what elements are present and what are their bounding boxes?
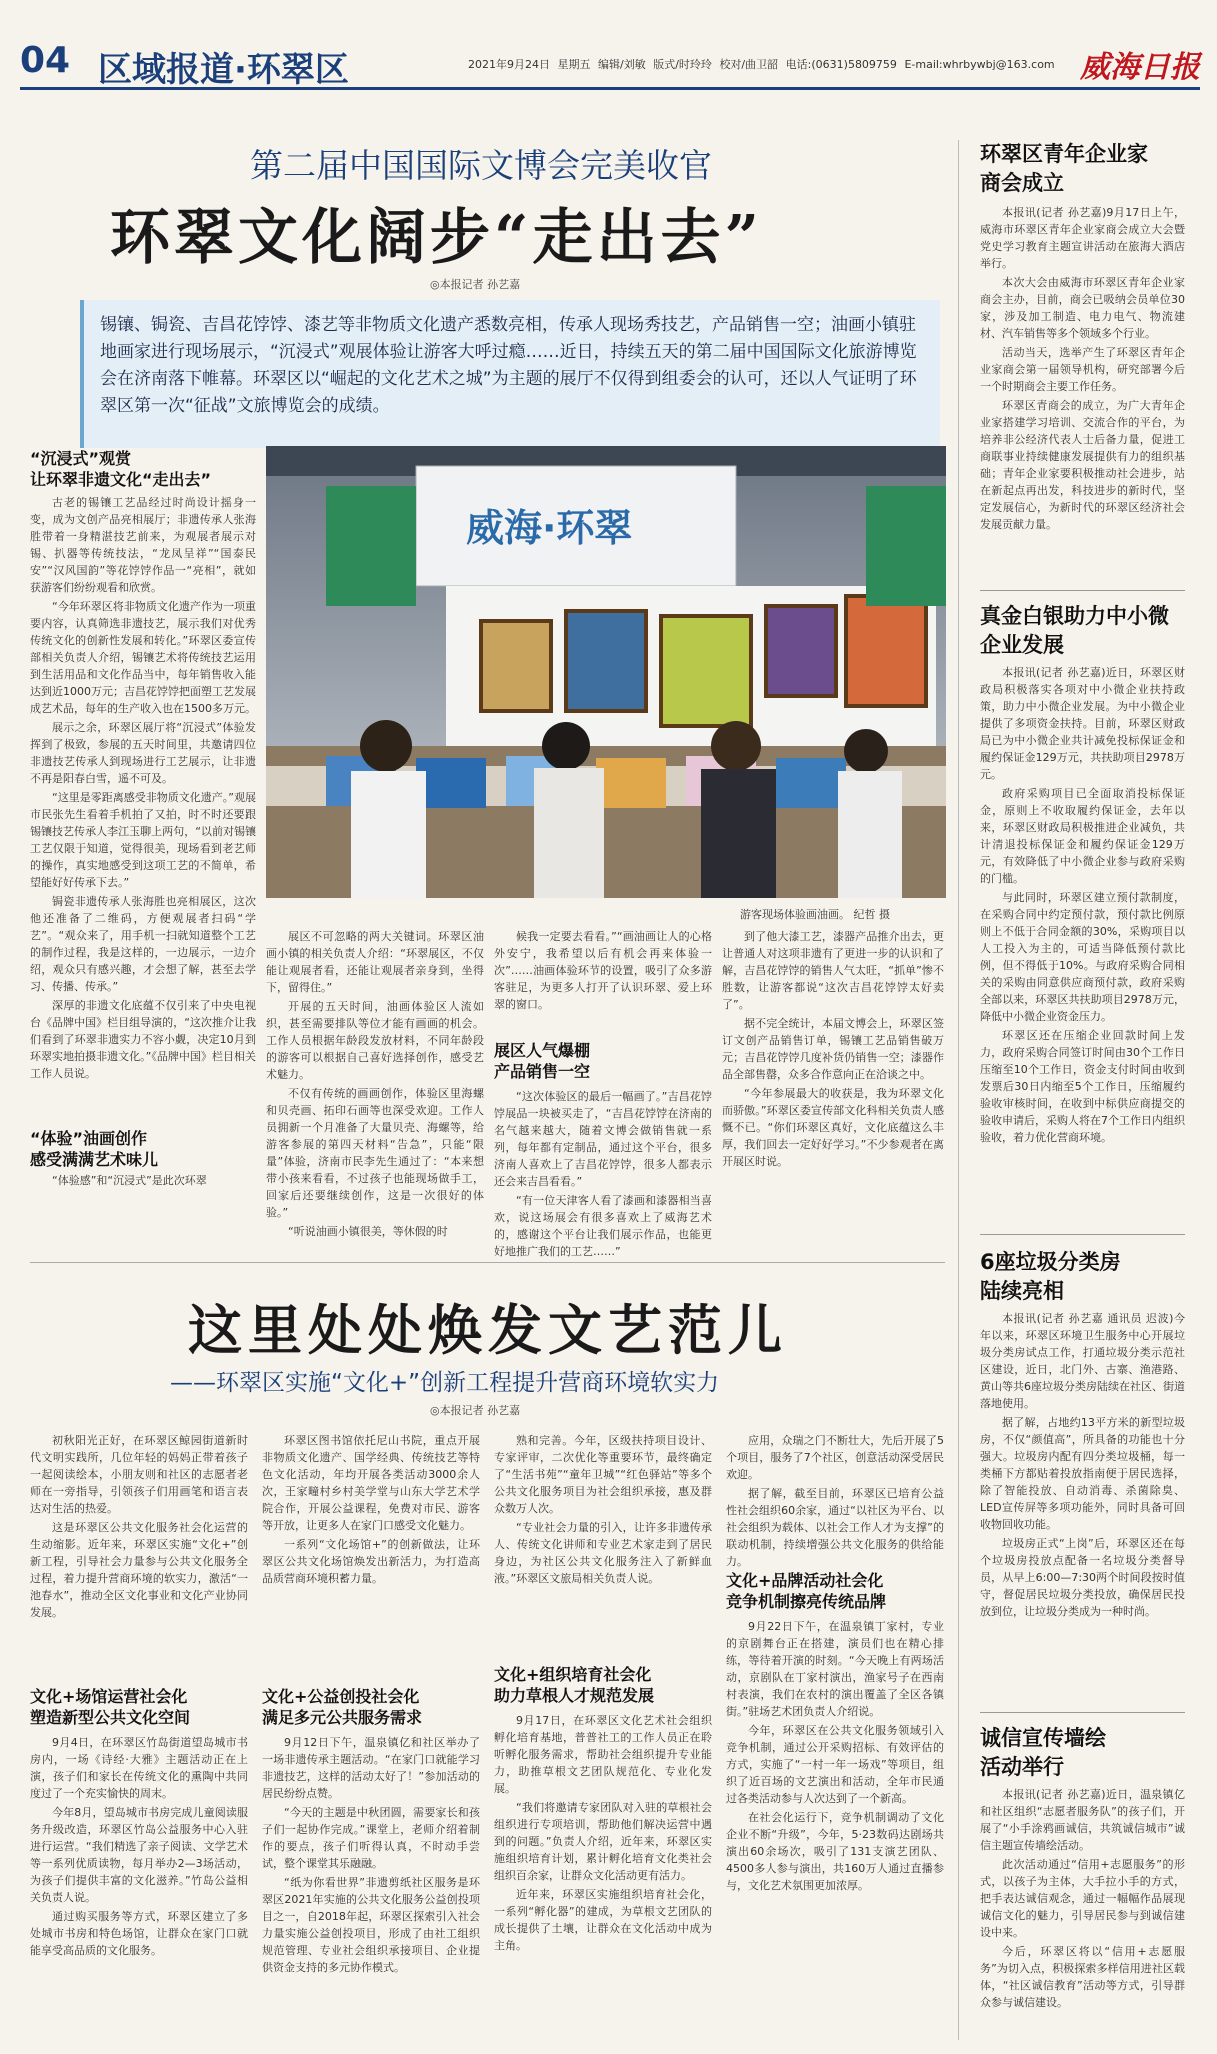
paragraph: 一系列“文化场馆+”的创新做法，让环翠区公共文化场馆焕发出新活力，为打造高品质营商环境积蓄力量。 bbox=[262, 1538, 480, 1585]
paragraph: 本报讯(记者 孙艺嘉)9月17日上午，威海市环翠区青年企业家商会成立大会暨党史学习教育主题宣讲活动在旅海大酒店举行。 bbox=[980, 206, 1185, 270]
brief-2-title: 真金白银助力中小微 企业发展 bbox=[980, 604, 1169, 657]
paragraph: 政府采购项目已全面取消投标保证金，原则上不收取履约保证金，去年以来，环翠区财政局积极推进企业减负，共计清退投标保证金和履约保证金129万元，有效降低了中小微企业参与政府采购的门槛。 bbox=[980, 787, 1185, 885]
feature-column-3 bbox=[494, 1432, 712, 1652]
photo-caption: 游客现场体验画油画。 纪哲 摄 bbox=[740, 908, 890, 921]
lead-intro: 锡镶、锔瓷、吉昌花饽饽、漆艺等非物质文化遗产悉数亮相，传承人现场秀技艺，产品销售一空；油画小镇驻地画家进行现场展示，“沉浸式”观展体验让游客大呼过瘾……近日，持续五天的第二届中国国际文化旅游博览会在济南落下帷幕。环翠区以“崛起的文化艺术之城”为主题的展厅不仅得到组委会的认可，还以人气证明了环翠区第一次“征战”文旅博览会的成绩。 bbox=[80, 300, 940, 448]
paragraph: “纸为你看世界”非遗剪纸社区服务是环翠区2021年实施的公共文化服务公益创投项目之一，自2018年起，环翠区探索引入社会力量实施公益创投项目，形成了由社工组织规范管理、专业社会组织承接项目、企业提供资金支持的多元协作模式。 bbox=[262, 1876, 480, 1974]
paragraph: 垃圾房正式“上岗”后，环翠区还在每个垃圾房投放点配备一名垃圾分类督导员，从早上6:00—7:30两个时间段按时值守，督促居民垃圾分类投放，确保居民投放到位，让垃圾分类成为一种时尚。 bbox=[980, 1537, 1185, 1618]
paragraph: 9月4日，在环翠区竹岛街道望岛城市书房内，一场《诗经·大雅》主题活动正在上演，孩子们和家长在传统文化的熏陶中共同度过了一个充实愉快的周末。 bbox=[30, 1736, 248, 1800]
paragraph: 此次活动通过“信用+志愿服务”的形式，以孩子为主体，大手拉小手的方式，把手表达诚信观念，通过一幅幅作品展现诚信文化的魅力，引导居民参与到诚信建设中来。 bbox=[980, 1858, 1185, 1939]
paragraph: 到了他大漆工艺，漆器产品推介出去，更让普通人对这项非遗有了更进一步的认识和了解，吉昌花饽饽的销售人气太旺，“抓单”惨不胜数，让游客都说“这次吉昌花饽饽太好卖了”。 bbox=[722, 930, 944, 1011]
paragraph: 据不完全统计，本届文博会上，环翠区签订文创产品销售订单，锡镶工艺品销售破万元；吉昌花饽饽几度补货仍销售一空；漆器作品全部售罄，众多合作意向正在洽谈之中。 bbox=[722, 1017, 944, 1081]
paragraph: 近年来，环翠区实施组织培育社会化，一系列“孵化器”的建成，为草根文艺团队的成长提供了土壤，让群众在文化活动中成为主角。 bbox=[494, 1888, 712, 1952]
feature-subheadline: ——环翠区实施“文化+”创新工程提升营商环境软实力 bbox=[170, 1370, 720, 1396]
page-meta bbox=[468, 56, 1055, 72]
feature-column-1-cont bbox=[30, 1734, 248, 2034]
date: 2021年9月24日 bbox=[468, 58, 550, 71]
brief-2-body bbox=[980, 664, 1185, 1224]
section-title: 区域报道·环翠区 bbox=[98, 50, 349, 90]
paragraph: 环翠区青商会的成立，为广大青年企业家搭建学习培训、交流合作的平台，为培养非公经济代表人士后备力量，促进工商联事业持续健康发展提供有力的组织基础；青年企业家要积极推动社会进步，站在新起点再出发，科技进步的新时代，坚定发展信心，为新时代的环翠区经济社会发展贡献力量。 bbox=[980, 399, 1185, 531]
lead-kicker: 第二届中国国际文博会完美收官 bbox=[250, 146, 712, 185]
brief-3-body bbox=[980, 1310, 1185, 1702]
lead-photo bbox=[266, 446, 946, 898]
lead-subheading-1: “沉浸式”观赏 让环翠非遗文化“走出去” bbox=[30, 449, 212, 489]
paragraph: 本次大会由威海市环翠区青年企业家商会主办，目前，商会已吸纳会员单位30家，涉及加工制造、电力电气、物流建材、汽车销售等多个领域多个行业。 bbox=[980, 276, 1185, 340]
paragraph: 应用，众瑞之门不断壮大，先后开展了5个项目，服务了7个社区，创意活动深受居民欢迎。 bbox=[726, 1434, 944, 1481]
paragraph: 本报讯(记者 孙艺嘉)近日，温泉镇亿和社区组织“志愿者服务队”的孩子们，开展了“小手涂鸦画诚信，共筑诚信城市”诚信主题宣传墙绘活动。 bbox=[980, 1788, 1185, 1852]
paragraph: “专业社会力量的引入，让许多非遗传承人、传统文化讲师和专业艺术家走到了居民身边，为社区公共文化服务注入了新鲜血液。”环翠区文旅局相关负责人说。 bbox=[494, 1521, 712, 1585]
feature-column-2 bbox=[262, 1432, 480, 1672]
feature-subheading-4: 文化+品牌活动社会化 竞争机制擦亮传统品牌 bbox=[726, 1571, 887, 1611]
paragraph: 这是环翠区公共文化服务社会化运营的生动缩影。近年来，环翠区实施“文化+”创新工程，引导社会力量参与公共文化服务全过程，着力提升营商环境的软实力，激活“一池春水”，推动全区文化事业和文化产业协同发展。 bbox=[30, 1521, 248, 1619]
feature-column-1 bbox=[30, 1432, 248, 1672]
paragraph: “我们将邀请专家团队对入驻的草根社会组织进行专项培训，帮助他们解决运营中遇到的问题。”负责人介绍，近年来，环翠区实施组织培育计划，累计孵化培育文化类社会组织百余家，让群众文化活动更有活力。 bbox=[494, 1801, 712, 1882]
lead-subheading-3: 展区人气爆棚 产品销售一空 bbox=[494, 1041, 591, 1081]
paragraph: 环翠区还在压缩企业回款时间上发力，政府采购合同签订时间由30个工作日压缩至10个工作日，资金支付时间由收到发票后30日内缩至5个工作日，压缩履约验收审核时间，在收到中标供应商提交的验收申请后，采购人将在7个工作日内组织验收，着力优化营商环境。 bbox=[980, 1029, 1185, 1144]
paragraph: 9月22日下午，在温泉镇丁家村，专业的京剧舞台正在搭建，演员们也在精心排练，等待着开演的时刻。“今天晚上有两场活动，京剧队在丁家村演出，渔家号子在西南村表演，我们在农村的演出覆盖了全区各镇街。”驻场艺术团负责人介绍说。 bbox=[726, 1620, 944, 1718]
paragraph: 古老的锡镶工艺品经过时尚设计摇身一变，成为文创产品亮相展厅；非遗传承人张海胜带着一身精湛技艺前来，为观展者展示对锡、扒器等传统技法，“龙凤呈祥”“国泰民安”“汉风国韵”等花饽饽作品一“亮相”，就如获游客们纷纷观看和欣赏。 bbox=[30, 496, 256, 594]
brief-4-body bbox=[980, 1786, 1185, 2040]
lead-byline: ◎本报记者 孙艺嘉 bbox=[430, 278, 521, 291]
paragraph: 开展的五天时间，油画体验区人流如织，甚至需要排队等位才能有画画的机会。工作人员根据年龄段发放材料，不同年龄段的游客可以根据自己喜好选择创作，感受艺术魅力。 bbox=[266, 1000, 484, 1081]
paragraph: 9月12日下午，温泉镇亿和社区举办了一场非遗传承主题活动。“在家门口就能学习非遗技艺，这样的活动太好了！”参加活动的居民纷纷点赞。 bbox=[262, 1736, 480, 1800]
weekday: 星期五 bbox=[557, 58, 591, 71]
paragraph: 展区不可忽略的两大关键词。环翠区油画小镇的相关负责人介绍：“环翠展区，不仅能让观展者看，还能让观展者亲身到，坐得下，留得住。” bbox=[266, 930, 484, 994]
feature-column-2-cont bbox=[262, 1734, 480, 2034]
paragraph: 本报讯(记者 孙艺嘉)近日，环翠区财政局积极落实各项对中小微企业扶持政策，助力中小微企业发展。为中小微企业提供了多项资金扶持。目前，环翠区财政局已为中小微企业共计减免投标保证金和履约保证金129万元，共扶助项目2978万元。 bbox=[980, 666, 1185, 781]
paragraph: 今年8月，望岛城市书房完成儿童阅读服务升级改造，环翠区竹岛公益服务中心入驻进行运营。“我们精选了亲子阅读、文学艺术等一系列优质读物，每月举办2—3场活动，为孩子们提供丰富的文化滋养。”竹岛公益相关负责人说。 bbox=[30, 1806, 248, 1904]
feature-byline: ◎本报记者 孙艺嘉 bbox=[430, 1404, 521, 1417]
paragraph: 锔瓷非遗传承人张海胜也亮相展区，这次他还准备了二维码，方便观展者扫码“学艺”。“观众来了，用手机一扫就知道整个工艺的制作过程，我是这样的，一边展示，一边介绍，观众只有感兴趣，才会想了解，甚至去学习、传播、传承。” bbox=[30, 895, 256, 993]
paragraph: 展示之余，环翠区展厅将“沉浸式”体验发挥到了极致，参展的五天时间里，共邀请四位非遗技艺传承人到现场进行工艺展示，让非遗不再是阳春白雪，遥不可及。 bbox=[30, 721, 256, 785]
paragraph: “这次体验区的最后一幅画了。”吉昌花饽饽展品一块被买走了，“吉昌花饽饽在济南的名气越来越大，随着文博会做销售就一系列，每年都有定制品，通过这个平台，很多济南人喜欢上了吉昌花饽饽，很多人都表示还会来吉昌看看。” bbox=[494, 1090, 712, 1188]
paragraph: 与此同时，环翠区建立预付款制度，在采购合同中约定预付款，预付款比例原则上不低于合同金额的30%，采购项目以人工投入为主的，可适当降低预付款比例，但不得低于10%。与政府采购合同相关的采购由同意供应商预付款，政府采购全部以来，环翠区共扶助项目2978万元，降低中小微企业资金压力。 bbox=[980, 891, 1185, 1023]
paragraph: 候我一定要去看看。”“画油画让人的心格外安宁，我希望以后有机会再来体验一次”……油画体验环节的设置，吸引了众多游客驻足，为更多人打开了认识环翠、爱上环翠的窗口。 bbox=[494, 930, 712, 1011]
column-divider bbox=[958, 140, 959, 2040]
paragraph: 熟和完善。今年，区级扶持项目设计、专家评审，二次优化等重要环节，最终确定了“生活书苑”“童年卫城”“红色驿站”等多个公共文化服务项目为社会组织承接，惠及群众数万人次。 bbox=[494, 1434, 712, 1515]
feature-column-3-cont bbox=[494, 1712, 712, 2034]
layout-credit: 版式/时玲玲 bbox=[653, 58, 712, 71]
lead-column-1-end bbox=[30, 1172, 256, 1190]
lead-column-1 bbox=[30, 494, 256, 1122]
paragraph: “今年环翠区将非物质文化遗产作为一项重要内容，认真筛选非遗技艺，展示我们对优秀传统文化的创新性发展和转化。”环翠区委宣传部相关负责人介绍，锡镶艺术将传统技艺运用到生活用品和文化作品当中，每年销售收入能达到近1000万元；吉昌花饽饽把面塑工艺发展成艺术品，每年的生产收入也在1500多万元。 bbox=[30, 600, 256, 715]
brief-3-title: 6座垃圾分类房 陆续亮相 bbox=[980, 1250, 1121, 1303]
paragraph: 9月17日，在环翠区文化艺术社会组织孵化培育基地，普普社工的工作人员正在聆听孵化服务需求，帮助社会组织提升专业能力，助推草根文艺团队规范化、专业化发展。 bbox=[494, 1714, 712, 1795]
paragraph: 深厚的非遗文化底蕴不仅引来了中央电视台《品牌中国》栏目组导演的，“这次推介让我们看到了环翠非遗实力不容小觑，决定10月到环翠实地拍摄非遗文化。”《品牌中国》栏目相关工作人员说。 bbox=[30, 999, 256, 1080]
brief-separator bbox=[980, 1234, 1185, 1235]
paragraph: 初秋阳光正好，在环翠区鲸园街道新时代文明实践所，几位年轻的妈妈正带着孩子一起阅读绘本，小朋友则和社区的志愿者老师在一旁指导，引领孩子们用画笔和语言表达对生活的热爱。 bbox=[30, 1434, 248, 1515]
paragraph: “体验感”和“沉浸式”是此次环翠 bbox=[52, 1174, 207, 1187]
paragraph: “听说油画小镇很美，等休假的时 bbox=[288, 1225, 448, 1238]
exhibition-photo-illustration bbox=[266, 446, 946, 898]
feature-subheading-3: 文化+组织培育社会化 助力草根人才规范发展 bbox=[494, 1665, 655, 1705]
lead-column-4 bbox=[722, 928, 944, 1248]
feature-column-4-cont bbox=[726, 1618, 944, 2034]
email: E-mail:whrbywbj@163.com bbox=[904, 58, 1055, 71]
paragraph: “今年参展最大的收获是，我为环翠文化而骄傲。”环翠区委宣传部文化科相关负责人感慨不已。“你们环翠区真好，文化底蕴这么丰厚，我们回去一定好好学习。”不少参观者在离开展区时说。 bbox=[722, 1087, 944, 1168]
lead-column-3 bbox=[494, 928, 712, 1024]
paragraph: “有一位天津客人看了漆画和漆器相当喜欢，说这场展会有很多喜欢上了威海艺术的，感谢这个平台让我们展示作品，也能更好地推广我们的工艺……” bbox=[494, 1194, 712, 1258]
feature-column-4 bbox=[726, 1432, 944, 1568]
booth-sign-text: 威海·环翠 bbox=[466, 506, 633, 550]
paragraph: “这里是零距离感受非物质文化遗产。”观展市民张先生看着手机拍了又拍，时不时还要跟锡镶技艺传承人李江玉聊上两句，“以前对锡镶工艺仅限于知道，觉得很美，现场看到老艺师的操作，真实地感受到这项工艺的不简单，希望能好好传承下去。” bbox=[30, 791, 256, 889]
lead-column-3-cont bbox=[494, 1088, 712, 1258]
lead-column-2 bbox=[266, 928, 484, 1248]
brief-1-body bbox=[980, 204, 1185, 578]
editor: 编辑/刘敏 bbox=[598, 58, 646, 71]
newspaper-logo: 威海日报 bbox=[1080, 50, 1200, 85]
page-number: 04 bbox=[20, 40, 71, 81]
paragraph: 在社会化运行下，竞争机制调动了文化企业不断“升级”，今年，5·23数码达剧场共演出60余场次，吸引了131支演艺团队、4500多人参与演出，共160万人通过直播参与，文化艺术氛围更加浓厚。 bbox=[726, 1811, 944, 1892]
feature-subheading-2: 文化+公益创投社会化 满足多元公共服务需求 bbox=[262, 1687, 423, 1727]
paragraph: 通过购买服务等方式，环翠区建立了多处城市书房和特色场馆，让群众在家门口就能享受高品质的文化服务。 bbox=[30, 1910, 248, 1957]
phone: 电话:(0631)5809759 bbox=[785, 58, 897, 71]
section-separator bbox=[30, 1262, 945, 1263]
paragraph: 本报讯(记者 孙艺嘉 通讯员 迟波)今年以来，环翠区环境卫生服务中心开展垃圾分类房试点工作，打通垃圾分类示范社区建设，近日，北门外、古寨、渔港路、黄山等共6座垃圾分类房陆续在社区、街道落地使用。 bbox=[980, 1312, 1185, 1410]
paragraph: 据了解，截至目前，环翠区已培育公益性社会组织60余家，通过“以社区为平台、以社会组织为载体、以社会工作人才为支撑”的联动机制，持续增强公共文化服务的供给能力。 bbox=[726, 1487, 944, 1568]
feature-subheading-1: 文化+场馆运营社会化 塑造新型公共文化空间 bbox=[30, 1687, 191, 1727]
brief-1-title: 环翠区青年企业家 商会成立 bbox=[980, 142, 1148, 195]
lead-headline: 环翠文化阔步“走出去” bbox=[110, 203, 764, 273]
brief-separator bbox=[980, 1712, 1185, 1713]
paragraph: 今年，环翠区在公共文化服务领域引入竞争机制，通过公开采购招标、有效评估的方式，实施了“一村一年一场戏”等项目，组织了近百场的文艺演出和活动，全年市民通过各类活动参与人次达到了一个新高。 bbox=[726, 1724, 944, 1805]
paragraph: 环翠区图书馆依托尼山书院，重点开展非物质文化遗产、国学经典、传统技艺等特色文化活动，年均开展各类活动3000余人次，王家疃村乡村美学堂与山东大学艺术学院合作，开展公益课程，免费对市民、游客等开放，让更多人在家门口感受文化魅力。 bbox=[262, 1434, 480, 1532]
brief-separator bbox=[980, 590, 1185, 591]
paragraph: 不仅有传统的画画创作，体验区里海螺和贝壳画、拓印石画等也深受欢迎。工作人员拥新一个月准备了大量贝壳、海螺等，给游客参展的第四天材料“告急”，只能“限量”体验，济南市民李先生通过了：“本来想带小孩来看看，不过孩子也能现场做手工，回家后还要继续创作，这是一次很好的体验。” bbox=[266, 1087, 484, 1219]
paragraph: “今天的主题是中秋团圆，需要家长和孩子们一起协作完成。”课堂上，老师介绍着制作的要点，孩子们听得认真，不时动手尝试，整个课堂其乐融融。 bbox=[262, 1806, 480, 1870]
paragraph: 活动当天，选举产生了环翠区青年企业家商会第一届领导机构，研究部署今后一个时期商会主要工作任务。 bbox=[980, 346, 1185, 393]
proof-credit: 校对/曲卫韶 bbox=[719, 58, 779, 71]
lead-subheading-2: “体验”油画创作 感受满满艺术味儿 bbox=[30, 1129, 159, 1169]
paragraph: 今后，环翠区将以“信用+志愿服务”为切入点，积极探索多样信用进社区载体，“社区诚信教育”活动等方式，引导群众参与诚信建设。 bbox=[980, 1945, 1185, 2009]
paragraph: 据了解，占地约13平方米的新型垃圾房，不仅“颜值高”，所具备的功能也十分强大。垃圾房内配有四分类垃圾桶，每一类桶下方都贴着投放指南便于居民选择，除了智能投放、自动消毒、杀菌除臭、LED宣传屏等多项功能外，同时具备可回收物回收功能。 bbox=[980, 1416, 1185, 1531]
feature-headline: 这里处处焕发文艺范儿 bbox=[188, 1298, 788, 1362]
masthead bbox=[20, 38, 1200, 90]
brief-4-title: 诚信宣传墙绘 活动举行 bbox=[980, 1726, 1106, 1779]
